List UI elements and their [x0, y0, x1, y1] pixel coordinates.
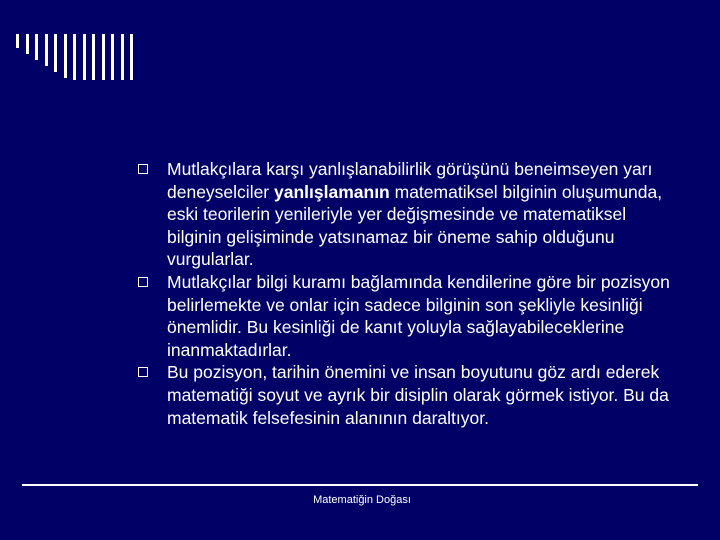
square-bullet-icon	[138, 164, 148, 174]
square-bullet-icon	[138, 277, 148, 287]
decorative-stripe	[83, 34, 86, 80]
decorative-stripes	[16, 34, 156, 80]
bullet-text: Mutlakçılar bilgi kuramı bağlamında kendilerine göre bir pozisyon belirlemekte ve onlar için sadece bilginin son şekliyle kesinliği önemlidir. Bu kesinliği de kanıt yoluyla sağlayabileceklerine inanmaktadırlar.	[167, 271, 670, 360]
decorative-stripe	[35, 34, 38, 60]
decorative-stripe	[45, 34, 48, 66]
decorative-stripe	[111, 34, 114, 80]
decorative-stripe	[130, 34, 133, 80]
bullet-text: Mutlakçılara karşı yanlışlanabilirlik görüşünü beneimseyen yarı deneyselciler yanlışlamanın matematiksel bilginin oluşumunda, eski teorilerin yenileriyle yer değişmesinde ve matematiksel bilginin gelişiminde yatsınamaz bir öneme sahip olduğunu vurgularlar.	[167, 159, 663, 270]
slide-content	[138, 158, 673, 429]
bullet-text: Bu pozisyon, tarihin önemini ve insan boyutunu göz ardı ederek matematiği soyut ve ayrık bir disiplin olarak görmek istiyor. Bu da matematik felsefesinin alanının daraltıyor.	[167, 362, 669, 428]
square-bullet-icon	[138, 367, 148, 377]
bullet-item	[138, 271, 673, 361]
bullet-item	[138, 361, 673, 429]
decorative-stripe	[54, 34, 57, 72]
footer-divider	[22, 484, 698, 486]
decorative-stripe	[73, 34, 76, 80]
decorative-stripe	[102, 34, 105, 80]
slide-footer: Matematiğin Doğası	[313, 494, 411, 506]
decorative-stripe	[92, 34, 95, 80]
decorative-stripe	[16, 34, 19, 48]
decorative-stripe	[26, 34, 29, 54]
bullet-item	[138, 158, 673, 271]
decorative-stripe	[121, 34, 124, 80]
decorative-stripe	[64, 34, 67, 78]
